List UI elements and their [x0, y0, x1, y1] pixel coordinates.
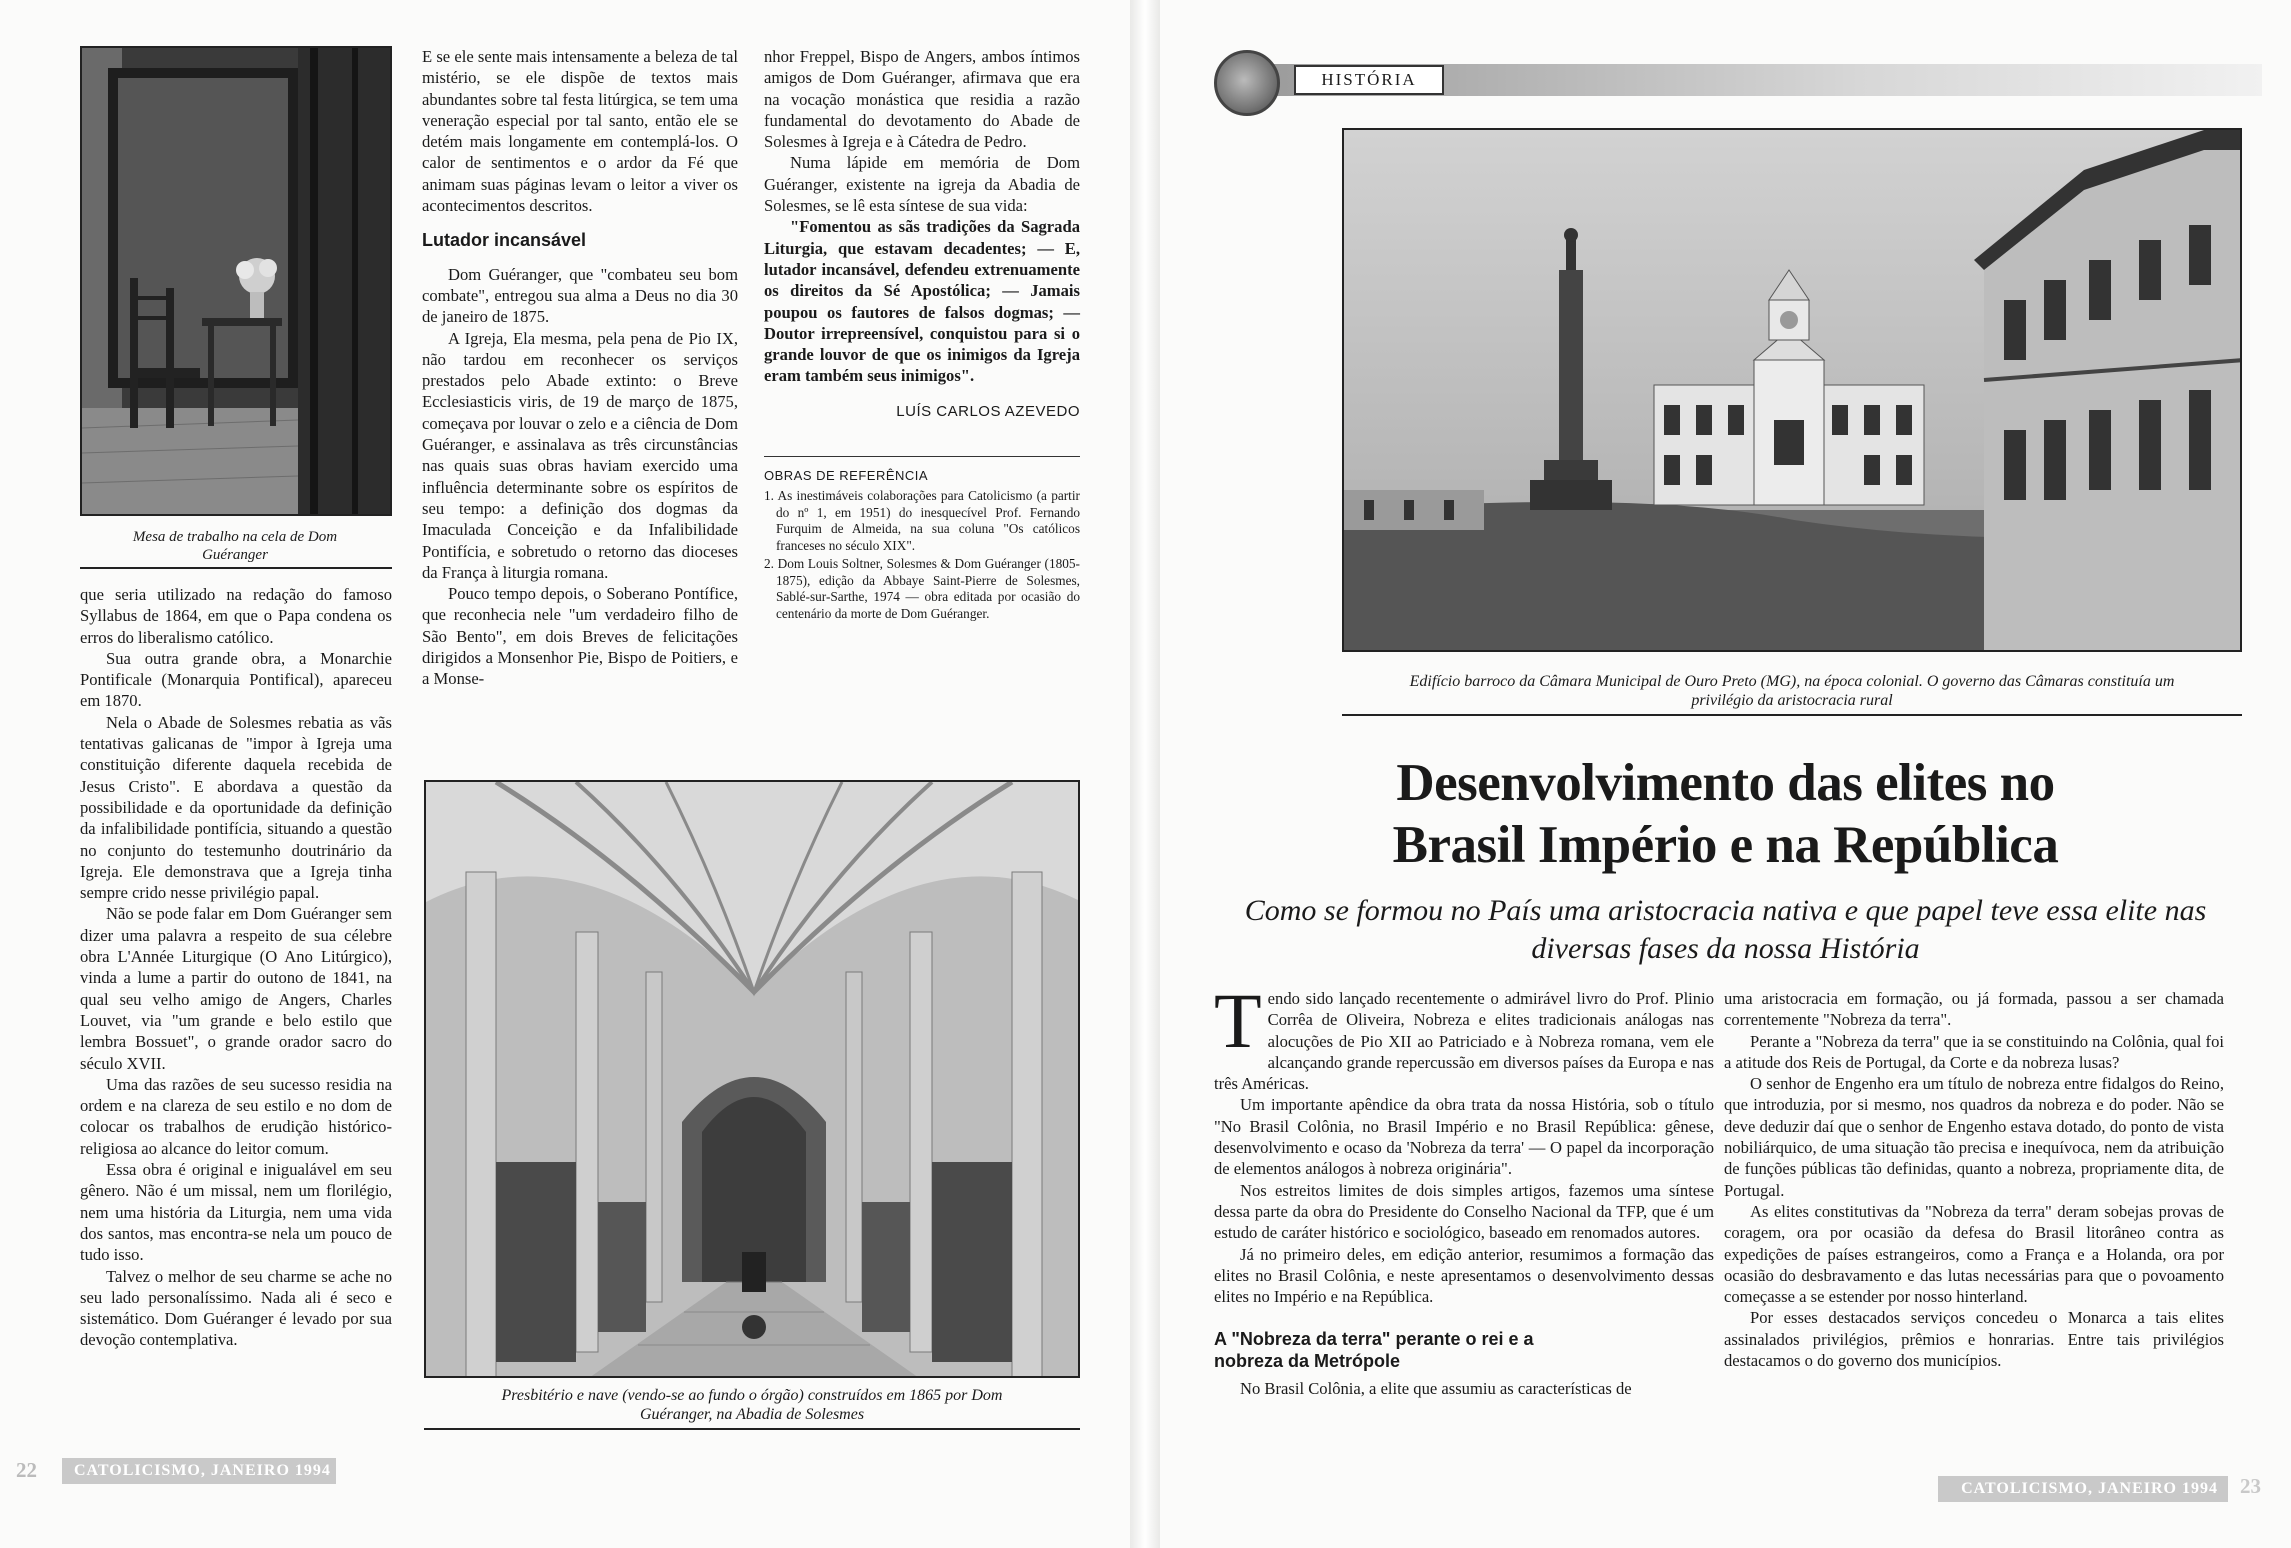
- paragraph: Pouco tempo depois, o Soberano Pontífice, que reconhecia nele "um verdadeiro filho de São Bento", em dois Breves de felicitações dirigidos a Monsenhor Pie, Bispo de Poitiers, e a Monse-: [422, 584, 738, 689]
- caption-rule: [1342, 714, 2242, 716]
- footer-bar: [1938, 1476, 2228, 1502]
- photo-desk: [80, 46, 392, 516]
- paragraph: A Igreja, Ela mesma, pela pena de Pio IX, não tardou em reconhecer os serviços prestados pelo Abade extinto: o Breve Ecclesiasticis viris, de 19 de março de 1875, começava por louvar o zelo e a ciência de Dom Guéranger, e assinalava as três circunstâncias nas quais suas obras haviam exercido uma influência determinante sobre os espíritos de seu tempo: a definição dos dogmas da Imaculada Conceição e da Infalibilidade Pontifícia, e sobretudo o retorno das dioceses da França à liturgia romana.: [422, 328, 738, 582]
- section-label: HISTÓRIA: [1294, 65, 1444, 95]
- photo-nave-caption: Presbitério e nave (vendo-se ao fundo o órgão) construídos em 1865 por Dom Guéranger, na Abadia de Solesmes: [501, 1387, 1003, 1423]
- caption-rule: [80, 567, 392, 569]
- caption-rule: [424, 1428, 1080, 1430]
- right-page: [1160, 0, 2291, 1548]
- dropcap: T: [1214, 977, 1262, 1064]
- paragraph: Um importante apêndice da obra trata da nossa História, sob o título "No Brasil Colônia, no Brasil Império e no Brasil República: gênese, desenvolvimento e ocaso da 'Nobreza da terra' — O papel da incorporação de elementos análogos à nobreza originária".: [1214, 1095, 1714, 1179]
- paragraph: que seria utilizado na redação do famoso Syllabus de 1864, em que o Papa condena os erros do liberalismo católico.: [80, 585, 392, 647]
- right-column-1: [1214, 977, 1714, 1399]
- paragraph: Sua outra grande obra, a Monarchie Pontificale (Monarquia Pontifical), apareceu em 1870.: [80, 648, 392, 711]
- paragraph: E se ele sente mais intensamente a beleza de tal mistério, se ele dispõe de textos mais abundantes sobre tal festa litúrgica, se tem uma veneração especial por tal santo, então ele se detém mais longamente em contemplá-los. O calor de sentimentos e o ardor da Fé que animam suas páginas levam o leitor a viver os acontecimentos descritos.: [422, 47, 738, 216]
- article-deck: [1160, 892, 2291, 968]
- left-column-3: [764, 46, 1080, 622]
- paragraph: Numa lápide em memória de Dom Guéranger, existente na igreja da Abadia de Solesmes, se lê esta síntese de sua vida:: [764, 153, 1080, 216]
- photo-desk-image: [82, 48, 392, 516]
- photo-desk-caption: Mesa de trabalho na cela de Dom Guéranger: [132, 529, 338, 563]
- paragraph: uma aristocracia em formação, ou já formada, passou a ser chamada correntemente "Nobreza da terra".: [1724, 989, 2224, 1030]
- right-column-2: [1724, 988, 2224, 1371]
- paragraph: Talvez o melhor de seu charme se ache no seu lado personalíssimo. Nada ali é seco e sistemático. Dom Guéranger é levado por sua devoção contemplativa.: [80, 1266, 392, 1350]
- lead-text: endo sido lançado recentemente o admirável livro do Prof. Plinio Corrêa de Oliveira, Nobreza e elites tradicionais análogas nas alocuções de Pio XII ao Patriciado e à Nobreza romana, vem ele alcançando grande repercussão em diversos países da Europa e nas três Américas.: [1214, 989, 1714, 1094]
- subhead: A "Nobreza da terra" perante o rei e a nobreza da Metrópole: [1214, 1329, 1534, 1371]
- section-header: [1214, 60, 2262, 102]
- article-headline: [1160, 752, 2291, 876]
- headline-text: Desenvolvimento das elites no Brasil Império e na República: [1392, 754, 2059, 874]
- paragraph: nhor Freppel, Bispo de Angers, ambos íntimos amigos de Dom Guéranger, afirmava que era na vocação monástica que residia a razão fundamental do devotamento do Abade de Solesmes à Igreja e à Cátedra de Pedro.: [764, 47, 1080, 152]
- photo-nave: [424, 780, 1080, 1378]
- photo-ouro-preto-image: [1344, 130, 2242, 652]
- paragraph: Nos estreitos limites de dois simples artigos, fazemos uma síntese dessa parte da obra do Presidente do Conselho Nacional da TFP, que é um estudo de caráter histórico e sociológico, baseado em renomados autores.: [1214, 1180, 1714, 1243]
- page-number: 22: [16, 1458, 37, 1482]
- deck-text: Como se formou no País uma aristocracia nativa e que papel teve essa elite nas diversas fases da nossa História: [1244, 894, 2207, 965]
- reference-item: 2. Dom Louis Soltner, Solesmes & Dom Guéranger (1805-1875), edição da Abbaye Saint-Pierre de Solesmes, Sablé-sur-Sarthe, 1974 — obra editada por ocasião do centenário da morte de Dom Guéranger.: [764, 556, 1080, 621]
- emblem-icon: [1214, 50, 1280, 116]
- paragraph: Dom Guéranger, que "combateu seu bom combate", entregou sua alma a Deus no dia 30 de janeiro de 1875.: [422, 264, 738, 327]
- references-list: [764, 488, 1080, 622]
- left-page: [0, 0, 1130, 1548]
- paragraph: No Brasil Colônia, a elite que assumiu as características de: [1240, 1379, 1632, 1399]
- photo-nave-image: [426, 782, 1080, 1378]
- footer-text: CATOLICISMO, JANEIRO 1994: [74, 1462, 331, 1479]
- tombstone-quote: "Fomentou as sãs tradições da Sagrada Liturgia, que estavam decadentes; — E, lutador incansável, defendeu extrenuamente os direitos da Sé Apostólica; — Jamais poupou os fautores de falsos dogmas; — Doutor irrepreensível, conquistou para si o grande louvor de que os inimigos da Igreja eram também seus inimigos".: [764, 217, 1080, 386]
- paragraph: Perante a "Nobreza da terra" que ia se constituindo na Colônia, qual foi a atitude dos Reis de Portugal, da Corte e da nobreza lusas?: [1724, 1031, 2224, 1072]
- footer-text: CATOLICISMO, JANEIRO 1994: [1961, 1480, 2218, 1497]
- paragraph: Uma das razões de seu sucesso residia na ordem e na clareza de seu estilo e no dom de colocar os trabalhos de erudição histórico-religiosa ao alcance do leitor comum.: [80, 1074, 392, 1158]
- paragraph: Não se pode falar em Dom Guéranger sem dizer uma palavra a respeito de sua célebre obra L'Année Liturgique (O Ano Litúrgico), vinda a lume a partir do outono de 1841, na qual seu velho amigo de Angers, Charles Louvet, via "um grande e belo estilo que lembra Bossuet", o grande orador sacro do século XVII.: [80, 904, 392, 1073]
- footer-bar: [62, 1458, 336, 1484]
- reference-item: 1. As inestimáveis colaborações para Catolicismo (a partir do nº 1, em 1951) do inesquecível Prof. Fernando Furquim de Almeida, na sua coluna "Os católicos franceses no século XIX".: [764, 488, 1080, 553]
- paragraph: Nela o Abade de Solesmes rebatia as vãs tentativas galicanas de "impor à Igreja uma constituição diferente daquela recebida de Jesus Cristo". E abordava a questão da possibilidade e da oportunidade da definição da infalibilidade pontifícia, situando a questão no conjunto do testemunho doutrinário da Igreja. Ele demonstrava que a Igreja tinha sempre crido nesse privilégio papal.: [80, 712, 392, 903]
- references-title: OBRAS DE REFERÊNCIA: [764, 456, 1080, 486]
- left-column-2: [422, 46, 738, 690]
- left-column-1: [80, 584, 392, 1351]
- lead-paragraph: [1214, 977, 1714, 1094]
- subhead: Lutador incansável: [422, 230, 587, 251]
- paragraph: Por esses destacados serviços concedeu o Monarca a tais elites assinalados privilégios, prêmios e honrarias. Entre tais privilégios destacamos o do governo dos municípios.: [1724, 1308, 2224, 1371]
- paragraph: O senhor de Engenho era um título de nobreza entre fidalgos do Reino, que introduzia, por si mesmo, nos quadros da nobreza e do poder. Não se deve deduzir daí que o senhor de Engenho estava dotado, do ponto de vista nobiliárquico, de uma situação tão precisa e inequívoca, nem da atribuição de funções públicas tão definidas, quanto a nobreza, propriamente dita, de Portugal.: [1724, 1074, 2224, 1200]
- page-gutter: [1130, 0, 1160, 1548]
- photo-ouro-preto-caption: Edifício barroco da Câmara Municipal de Ouro Preto (MG), na época colonial. O governo das Câmaras constituía um privilégio da aristocracia rural: [1409, 673, 2175, 709]
- paragraph: Já no primeiro deles, em edição anterior, resumimos a formação das elites no Brasil Colônia, e neste apresentamos o desenvolvimento dessas elites no Império e na República.: [1214, 1244, 1714, 1307]
- paragraph: As elites constitutivas da "Nobreza da terra" deram sobejas provas de coragem, ora por ocasião da defesa do Brasil litorâneo contra as expedições de países estrangeiros, como a França e a Holanda, ora por ocasião do desbravamento e das lutas necessárias para que o povoamento começasse a se estender por nosso hinterland.: [1724, 1201, 2224, 1307]
- author-signature: LUÍS CARLOS AZEVEDO: [896, 402, 1080, 420]
- photo-ouro-preto: [1342, 128, 2242, 652]
- page-number: 23: [2240, 1474, 2261, 1498]
- paragraph: Essa obra é original e inigualável em seu gênero. Não é um missal, nem um florilégio, nem uma história da Liturgia, nem uma vida dos santos, mas encontra-se nela um pouco de tudo isso.: [80, 1160, 392, 1265]
